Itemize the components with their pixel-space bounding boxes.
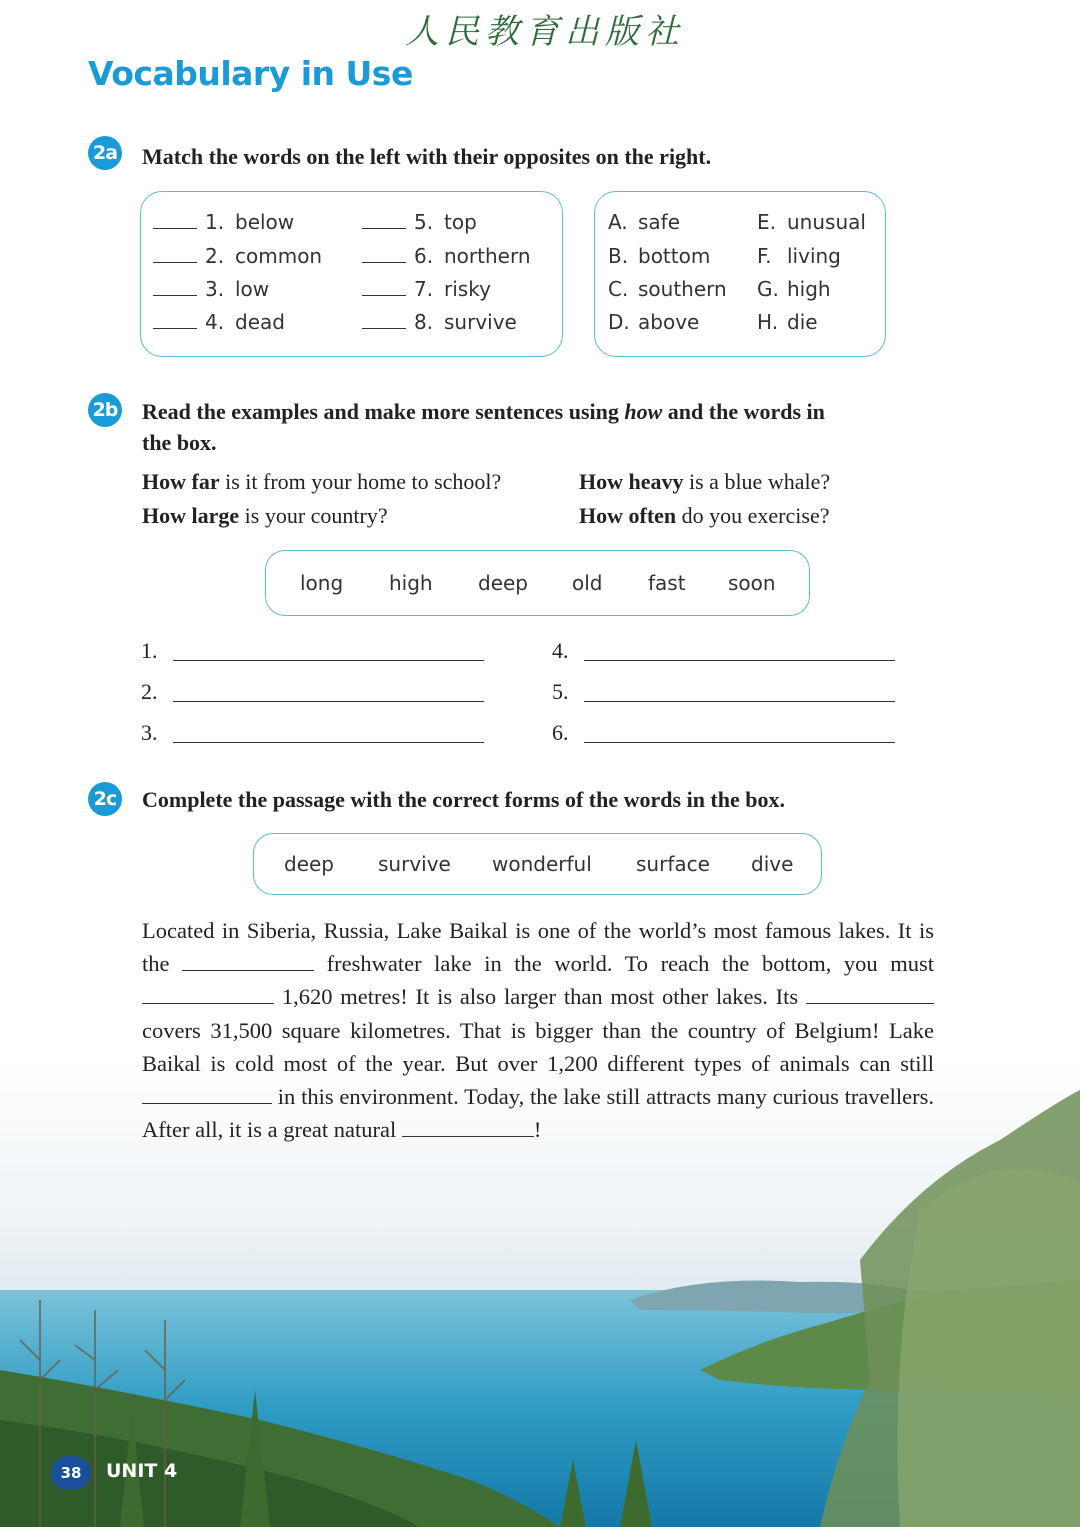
option-word: bottom	[638, 244, 711, 268]
word-deep: deep	[284, 852, 334, 876]
passage-blank-4[interactable]	[142, 1085, 272, 1104]
match-words-box	[140, 191, 563, 357]
option-e	[757, 210, 866, 234]
option-word: living	[787, 244, 841, 268]
option-h	[757, 310, 818, 334]
item-number: 7.	[414, 277, 434, 301]
example-keyword: How heavy	[579, 469, 684, 494]
answer-label-5: 5.	[552, 679, 569, 704]
word-deep: deep	[478, 571, 528, 595]
passage-segment: !	[533, 1117, 542, 1143]
word-dive: dive	[751, 852, 794, 876]
match-item-1	[153, 210, 294, 234]
passage-blank-5[interactable]	[402, 1118, 534, 1137]
exercise-badge-2c: 2c	[88, 782, 122, 816]
section-title: Vocabulary in Use	[88, 54, 413, 93]
word-high: high	[389, 571, 433, 595]
answer-blank-5[interactable]	[362, 214, 406, 229]
answer-line-5[interactable]	[584, 701, 895, 702]
option-word: die	[787, 310, 818, 334]
example-sentence-4	[579, 503, 829, 529]
item-number: 8.	[414, 310, 434, 334]
word-long: long	[300, 571, 344, 595]
passage-segment: 1,620 metres! It is also larger than most other lakes. Its	[274, 984, 806, 1010]
option-word: above	[638, 310, 700, 334]
page-number: 38	[51, 1456, 91, 1490]
item-number: 1.	[205, 210, 225, 234]
item-word: common	[235, 244, 323, 268]
passage-segment: in this environment. Today, the lake still attracts many curious travellers. After all, it is a great natural	[142, 1084, 934, 1143]
answer-line-1[interactable]	[173, 660, 484, 661]
item-word: risky	[444, 277, 491, 301]
option-c	[608, 277, 727, 301]
instruction-text: Read the examples and make more sentences using	[142, 399, 625, 424]
instruction-2a: Match the words on the left with their opposites on the right.	[142, 144, 712, 169]
answer-blank-7[interactable]	[362, 281, 406, 296]
passage-segment: freshwater lake in the world. To reach the bottom, you must	[314, 951, 934, 977]
example-text: is a blue whale?	[683, 469, 831, 494]
option-a	[608, 210, 680, 234]
answer-line-6[interactable]	[584, 742, 895, 743]
match-item-6	[362, 244, 531, 268]
example-text: is it from your home to school?	[219, 469, 502, 494]
item-word: below	[235, 210, 295, 234]
answer-line-3[interactable]	[173, 742, 484, 743]
option-f	[757, 244, 841, 268]
item-number: 4.	[205, 310, 225, 334]
item-word: northern	[444, 244, 531, 268]
passage-text	[142, 914, 934, 1146]
option-word: safe	[638, 210, 681, 234]
example-text: is your country?	[239, 503, 388, 528]
option-g	[757, 277, 831, 301]
answer-label-1: 1.	[141, 638, 158, 663]
answer-blank-2[interactable]	[153, 248, 197, 263]
publisher-logo: 人民教育出版社	[405, 12, 685, 52]
example-keyword: How often	[579, 503, 677, 528]
option-letter: E.	[757, 210, 776, 234]
item-number: 6.	[414, 244, 434, 268]
match-item-8	[362, 310, 517, 334]
example-keyword: How far	[142, 469, 220, 494]
option-word: high	[787, 277, 831, 301]
example-text: do you exercise?	[676, 503, 830, 528]
answer-blank-8[interactable]	[362, 314, 406, 329]
instruction-2b	[142, 396, 825, 458]
item-word: low	[235, 277, 270, 301]
passage-blank-3[interactable]	[806, 985, 934, 1004]
option-d	[608, 310, 699, 334]
option-letter: H.	[757, 310, 779, 334]
option-b	[608, 244, 710, 268]
answer-blank-4[interactable]	[153, 314, 197, 329]
passage-segment: Located in Siberia, Russia, Lake Baikal is one of the world’s most famous lakes. It is the	[142, 918, 934, 977]
word-box-2c	[253, 833, 822, 895]
match-item-5	[362, 210, 477, 234]
item-word: dead	[235, 310, 285, 334]
match-item-7	[362, 277, 491, 301]
instruction-text: the box.	[142, 430, 217, 455]
word-surface: surface	[636, 852, 710, 876]
match-item-2	[153, 244, 322, 268]
example-keyword: How large	[142, 503, 240, 528]
answer-label-2: 2.	[141, 679, 158, 704]
exercise-badge-2b: 2b	[88, 393, 122, 427]
item-word: survive	[444, 310, 517, 334]
passage-blank-2[interactable]	[142, 985, 274, 1004]
option-letter: F.	[757, 244, 772, 268]
passage-segment: covers 31,500 square kilometres. That is bigger than the country of Belgium! Lake Baikal is cold most of the year. But over 1,200 different types of animals can still	[142, 1017, 934, 1076]
exercise-badge-2a: 2a	[88, 136, 122, 170]
example-sentence-2	[579, 469, 830, 495]
match-opposites-box	[594, 191, 886, 357]
word-box-2b	[265, 550, 810, 616]
answer-line-2[interactable]	[173, 701, 484, 702]
option-letter: B.	[608, 244, 629, 268]
answer-label-6: 6.	[552, 720, 569, 745]
item-number: 3.	[205, 277, 225, 301]
option-word: southern	[638, 277, 727, 301]
unit-label: UNIT 4	[106, 1460, 178, 1482]
word-old: old	[572, 571, 603, 595]
word-soon: soon	[728, 571, 776, 595]
answer-line-4[interactable]	[584, 660, 895, 661]
word-wonderful: wonderful	[492, 852, 592, 876]
answer-label-4: 4.	[552, 638, 569, 663]
match-item-3	[153, 277, 269, 301]
word-fast: fast	[648, 571, 686, 595]
answer-blank-6[interactable]	[362, 248, 406, 263]
option-letter: G.	[757, 277, 779, 301]
item-number: 5.	[414, 210, 434, 234]
match-item-4	[153, 310, 285, 334]
passage-blank-1[interactable]	[182, 952, 314, 971]
answer-blank-3[interactable]	[153, 281, 197, 296]
option-word: unusual	[787, 210, 866, 234]
instruction-text: and the words in	[662, 399, 825, 424]
word-survive: survive	[378, 852, 451, 876]
item-number: 2.	[205, 244, 225, 268]
answer-blank-1[interactable]	[153, 214, 197, 229]
instruction-keyword: how	[624, 399, 663, 424]
example-sentence-3	[142, 503, 388, 529]
instruction-2c: Complete the passage with the correct forms of the words in the box.	[142, 787, 785, 812]
example-sentence-1	[142, 469, 501, 495]
option-letter: D.	[608, 310, 630, 334]
answer-label-3: 3.	[141, 720, 158, 745]
option-letter: A.	[608, 210, 628, 234]
option-letter: C.	[608, 277, 629, 301]
item-word: top	[444, 210, 477, 234]
